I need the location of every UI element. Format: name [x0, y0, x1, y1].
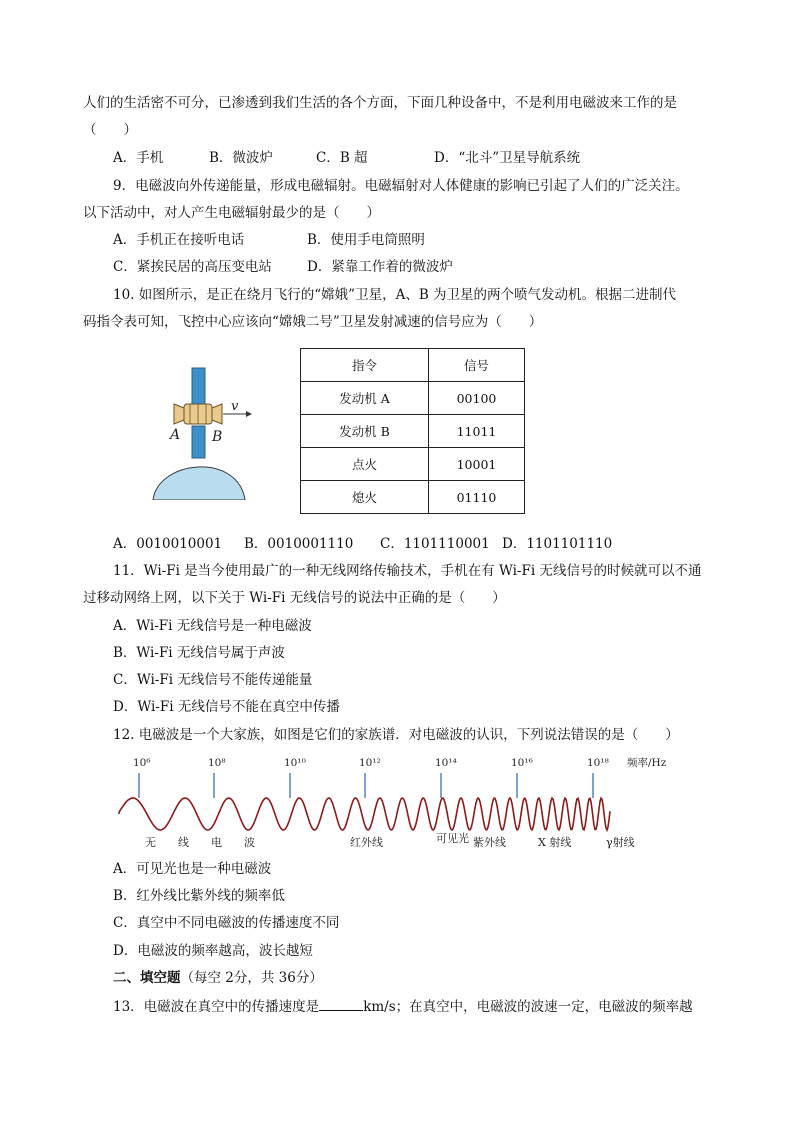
table-cell: 01110 [429, 481, 525, 514]
frequency-tick-label: 10⁶ [133, 757, 151, 769]
table-header-cell: 信号 [429, 349, 525, 382]
band-label-radio: 无 线 电 波 [145, 836, 255, 849]
q9-stem-line1: 9．电磁波向外传递能量，形成电磁辐射。电磁辐射对人体健康的影响已引起了人们的广泛关注。 [113, 178, 689, 194]
band-label-infrared: 红外线 [350, 836, 383, 849]
moon-shape [153, 467, 245, 500]
q12-option-a: A．可见光也是一种电磁波 [113, 861, 272, 877]
band-label-gamma: γ射线 [606, 836, 635, 849]
section-heading [113, 969, 323, 987]
band-label-visible: 可见光 [436, 832, 469, 845]
solar-panel-bottom [192, 426, 205, 458]
frequency-tick-label: 10¹⁶ [511, 757, 533, 769]
table-header-cell: 指令 [301, 349, 429, 382]
q11-option-c: C．Wi-Fi 无线信号不能传递能量 [113, 672, 313, 688]
thruster-b [212, 404, 222, 424]
q11-option-d: D．Wi-Fi 无线信号不能在真空中传播 [113, 699, 340, 715]
q12-option-c: C．真空中不同电磁波的传播速度不同 [113, 915, 340, 931]
q10-option-c: C．1101110001 [380, 536, 490, 552]
table-cell: 发动机 A [301, 382, 429, 415]
em-spectrum-figure [115, 750, 675, 860]
q10-option-d: D．1101101110 [502, 536, 613, 552]
q13-part1: 13．电磁波在真空中的传播速度是 [113, 999, 320, 1015]
table-cell: 发动机 B [301, 415, 429, 448]
q8-stem-line1: 人们的生活密不可分，已渗透到我们生活的各个方面，下面几种设备中，不是利用电磁波来工作的是 [83, 95, 677, 111]
q8-option-b: B．微波炉 [209, 150, 273, 166]
q13-answer-blank [319, 997, 363, 1011]
q9-stem-line2: 以下活动中，对人产生电磁辐射最少的是（ ） [83, 205, 380, 221]
q13-stem [113, 997, 693, 1016]
thruster-a [174, 404, 184, 424]
frequency-tick-label: 10¹⁴ [435, 757, 457, 769]
table-header-row [301, 349, 525, 382]
q10-option-a: A．0010010001 [113, 536, 223, 552]
frequency-tick-label: 10¹⁸ [587, 757, 609, 769]
q8-option-a: A．手机 [113, 150, 164, 166]
table-row [301, 448, 525, 481]
q9-option-d: D．紧靠工作着的微波炉 [307, 259, 453, 275]
q10-stem-line2: 码指令表可知，飞控中心应该向“嫦娥二号”卫星发射减速的信号应为（ ） [83, 314, 543, 330]
solar-panel-top [192, 368, 205, 404]
q12-stem-line1: 12. 电磁波是一个大家族，如图是它们的家族谱．对电磁波的认识，下列说法错误的是（ ） [113, 727, 679, 743]
q13-part2: km/s；在真空中，电磁波的波速一定，电磁波的频率越 [363, 999, 693, 1015]
frequency-tick-label: 10¹² [359, 757, 381, 769]
q12-option-d: D．电磁波的频率越高，波长越短 [113, 943, 313, 959]
table-row [301, 382, 525, 415]
satellite-figure [150, 364, 260, 500]
q11-stem-line1: 11．Wi-Fi 是当今使用最广的一种无线网络传输技术，手机在有 Wi-Fi 无线信号的时候就可以不通 [113, 563, 702, 579]
table-cell: 11011 [429, 415, 525, 448]
thruster-a-label: A [170, 427, 181, 443]
frequency-ticks [133, 757, 609, 798]
band-label-ultraviolet: 紫外线 [473, 836, 506, 849]
q8-option-d: D．“北斗”卫星导航系统 [434, 150, 581, 166]
table-cell: 00100 [429, 382, 525, 415]
band-label-xray: X 射线 [538, 836, 572, 849]
frequency-tick-label: 10⁸ [208, 757, 226, 769]
q12-option-b: B．红外线比紫外线的频率低 [113, 888, 285, 904]
section-title: 二、填空题 [113, 970, 181, 986]
q11-stem-line2: 过移动网络上网，以下关于 Wi-Fi 无线信号的说法中正确的是（ ） [83, 590, 506, 606]
frequency-tick-label: 10¹⁰ [284, 757, 306, 769]
table-row [301, 415, 525, 448]
q10-option-b: B．0010001110 [244, 536, 354, 552]
q11-option-a: A．Wi-Fi 无线信号是一种电磁波 [113, 618, 312, 634]
q10-stem-line1: 10. 如图所示，是正在绕月飞行的“嫦娥”卫星，A、B 为卫星的两个喷气发动机。根据二进制代 [113, 287, 677, 303]
table-cell: 熄火 [301, 481, 429, 514]
table-cell: 10001 [429, 448, 525, 481]
q11-option-b: B．Wi-Fi 无线信号属于声波 [113, 645, 285, 661]
table-row [301, 481, 525, 514]
frequency-unit-label: 频率/Hz [627, 757, 667, 769]
command-table [300, 348, 525, 514]
table-cell: 点火 [301, 448, 429, 481]
section-note: （每空 2分，共 36分） [180, 970, 323, 986]
velocity-label: v [231, 399, 239, 414]
q8-option-c: C．B 超 [316, 150, 368, 166]
thruster-b-label: B [212, 429, 223, 445]
q9-option-c: C．紧挨民居的高压变电站 [113, 259, 272, 275]
spectrum-wave [119, 798, 610, 830]
q8-stem-line2: （ ） [83, 122, 137, 138]
q9-option-b: B．使用手电筒照明 [307, 232, 425, 248]
q9-option-a: A．手机正在接听电话 [113, 232, 245, 248]
